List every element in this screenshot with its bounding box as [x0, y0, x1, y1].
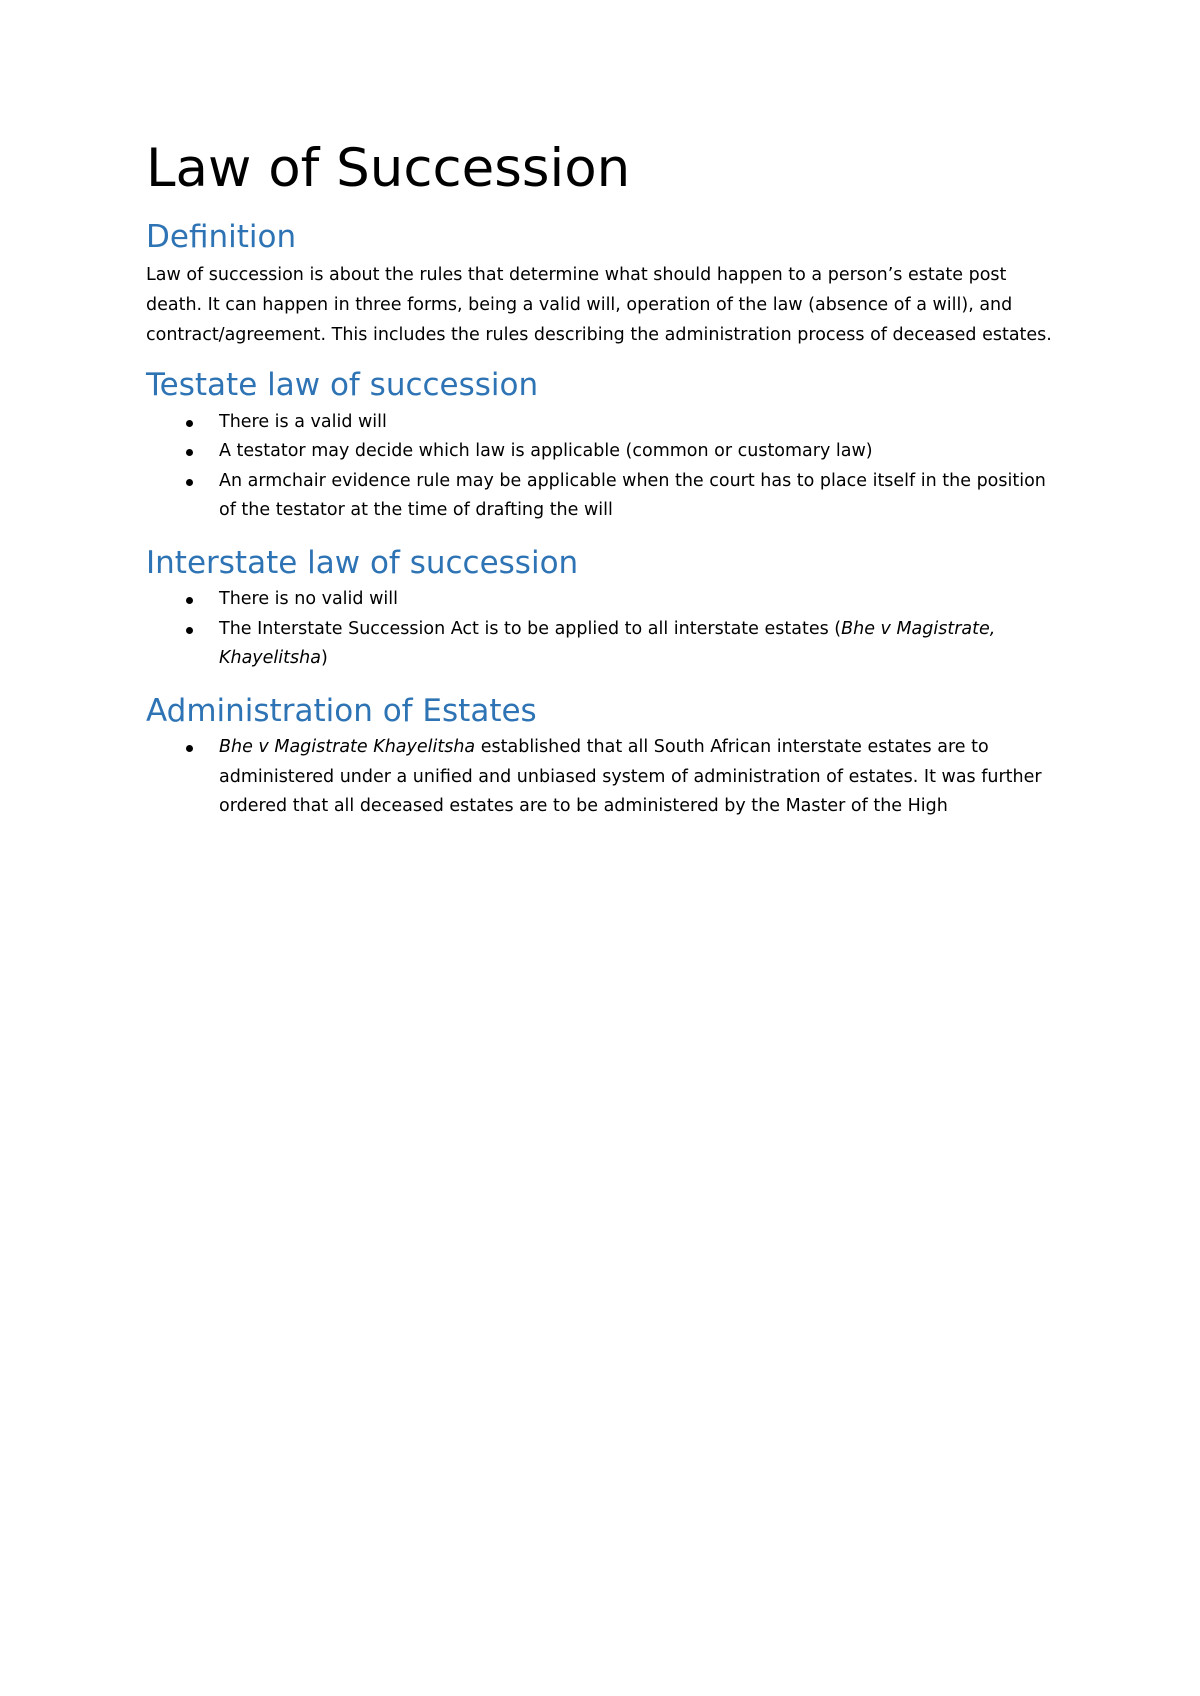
- list-item-text: A testator may decide which law is applicable (common or customary law): [219, 441, 873, 462]
- list-item-text: established that all South African interstate estates are to administered under a unified and unbiased system of administration of estates. It was further ordered that all deceased estates are to be administered by the Master of the High: [219, 737, 1042, 817]
- bullet-icon: [186, 745, 193, 752]
- list-item: [146, 467, 1066, 526]
- bullet-icon: [186, 597, 193, 604]
- list-item: [146, 585, 1066, 615]
- document-title: Law of Succession: [146, 138, 631, 199]
- bullet-icon: [186, 627, 193, 634]
- interstate-list: [146, 585, 1066, 674]
- administration-list: [146, 733, 1066, 822]
- administration-heading: Administration of Estates: [146, 692, 537, 729]
- list-item: [146, 437, 1066, 467]
- testate-heading: Testate law of succession: [146, 366, 539, 403]
- testate-list: [146, 408, 1066, 526]
- list-item: [146, 733, 1066, 822]
- case-citation: Bhe v Magistrate Khayelitsha: [219, 737, 476, 758]
- administration-section: [146, 694, 1066, 822]
- document-page: [146, 140, 1066, 842]
- list-item-text-suffix: ): [320, 648, 328, 669]
- interstate-heading: Interstate law of succession: [146, 544, 579, 581]
- list-item: [146, 615, 1066, 674]
- bullet-icon: [186, 479, 193, 486]
- list-item-text-prefix: The Interstate Succession Act is to be applied to all interstate estates (: [219, 618, 842, 639]
- list-item-text: There is no valid will: [219, 589, 398, 610]
- list-item: [146, 408, 1066, 438]
- case-citation: Bhe v Magistrate, Khayelitsha: [219, 618, 996, 669]
- definition-section: [146, 220, 1066, 350]
- list-item-text: An armchair evidence rule may be applicable when the court has to place itself in the position of the testator at the time of drafting the will: [219, 470, 1046, 521]
- bullet-icon: [186, 449, 193, 456]
- interstate-section: [146, 546, 1066, 674]
- definition-heading: Definition: [146, 219, 297, 256]
- list-item-text: There is a valid will: [219, 411, 387, 432]
- bullet-icon: [186, 420, 193, 427]
- definition-paragraph: Law of succession is about the rules that determine what should happen to a person’s estate post death. It can happen in three forms, being a valid will, operation of the law (absence of a will), and contract/agreement. This includes the rules describing the administration process of deceased estates.: [146, 264, 1052, 345]
- testate-section: [146, 368, 1066, 526]
